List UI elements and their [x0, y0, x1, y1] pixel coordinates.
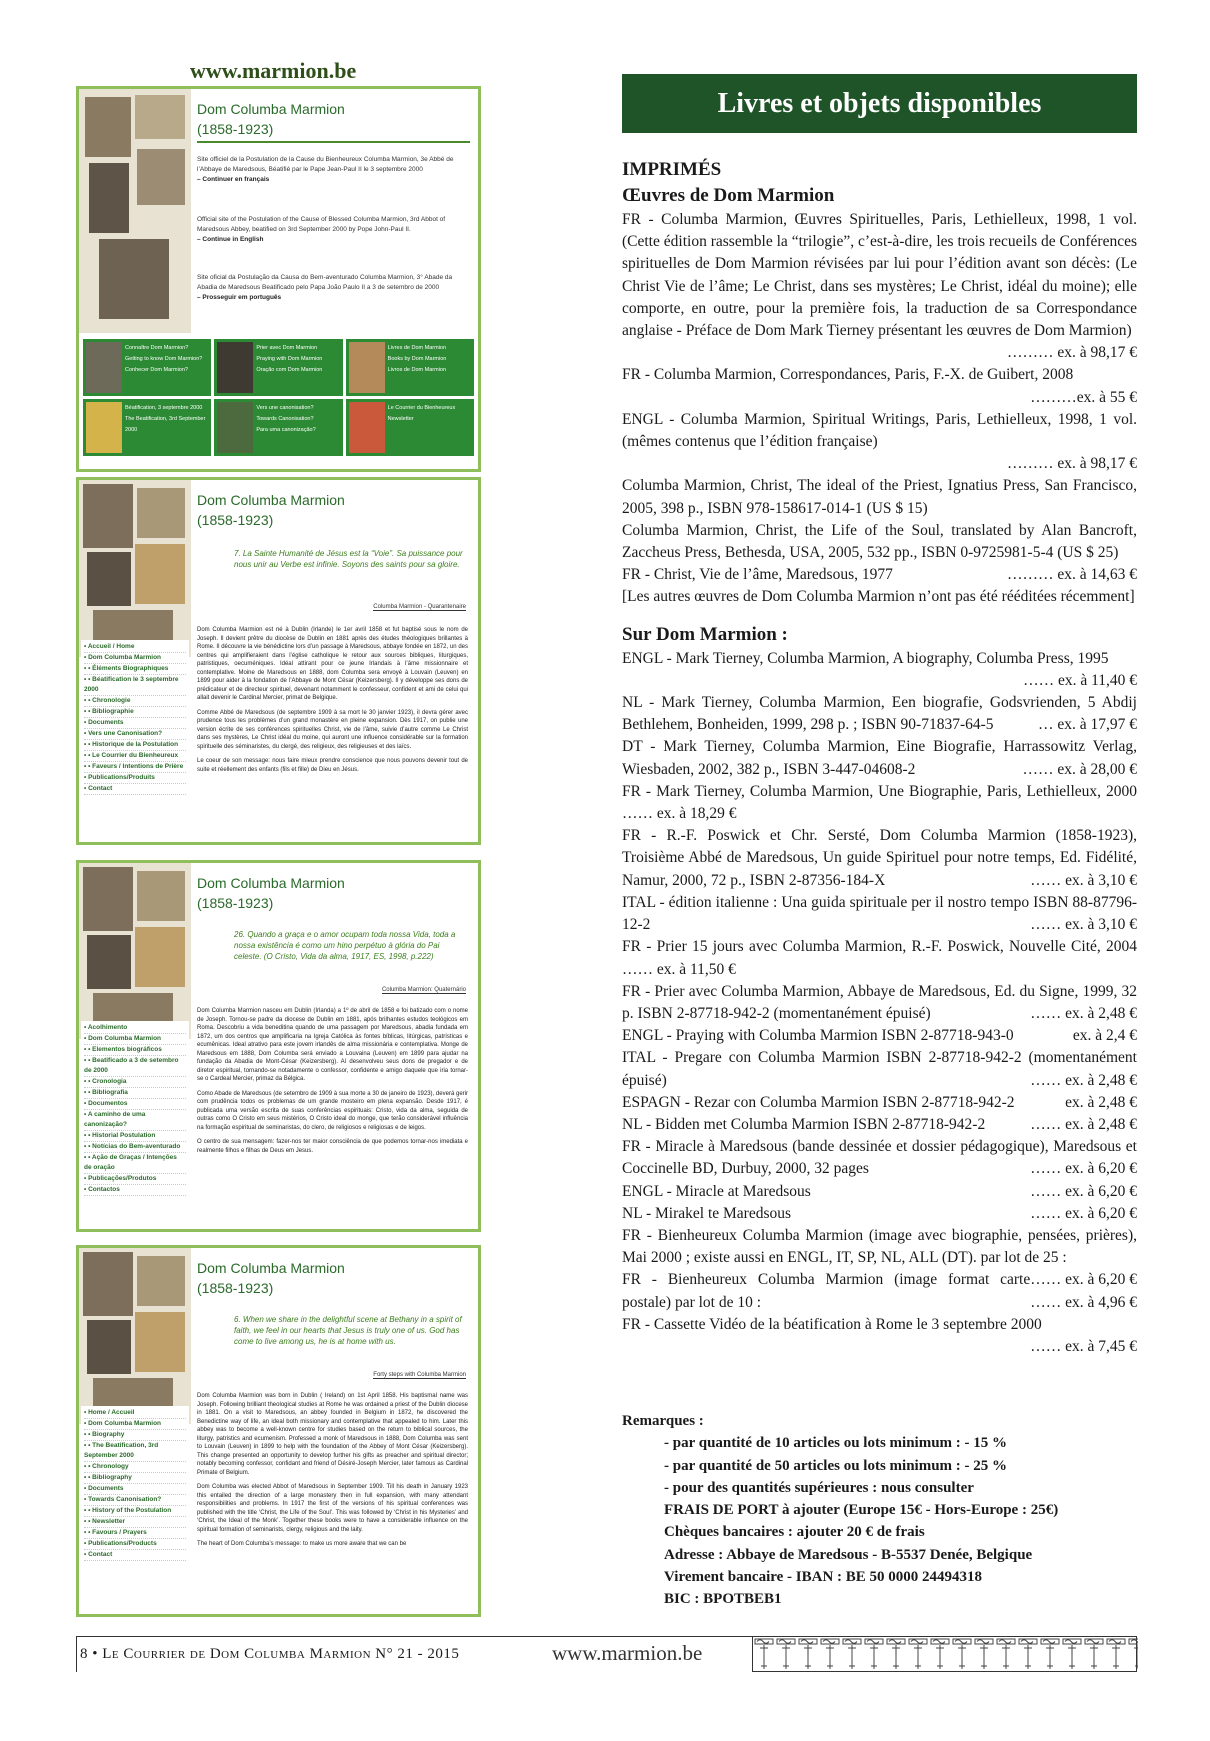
- intro-en: Official site of the Postulation of the Cause of Blessed Columba Marmion, 3rd Abbot of Maredsous Abbey, beatified on 3rd September 2000 by Pope John-Paul II. – Continue in English: [197, 216, 446, 243]
- catalog-item: ITAL - Pregare con Columba Marmion ISBN 2-87718-942-2 (momentanément épuisé) …… ex. à 2,48 €: [622, 1047, 1137, 1091]
- portrait-collage: [79, 1248, 191, 1424]
- menu-item[interactable]: • Contactos: [84, 1185, 186, 1196]
- menu-item[interactable]: • Dom Columba Marmion: [84, 653, 186, 664]
- item-price: …… ex. à 6,20 €: [1030, 1160, 1137, 1178]
- menu-item[interactable]: • • Le Courrier du Bienheureux: [84, 751, 186, 762]
- tile-books[interactable]: Livres de Dom Marmion Books by Dom Marmion Livros de Dom Marmion: [346, 339, 474, 396]
- catalog-item: Columba Marmion, Christ, The ideal of the Priest, Ignatius Press, San Francisco, 2005, 398 p., ISBN 978-158617-014-1 (US $ 15): [622, 477, 1137, 517]
- catalog-item: ex. à 2,48 € ESPAGN - Rezar con Columba Marmion ISBN 2-87718-942-2: [622, 1092, 1137, 1114]
- remark-line: Chèques bancaires : ajouter 20 € de frais: [664, 1524, 925, 1541]
- item-price: …… ex. à 7,45 €: [1030, 1337, 1137, 1355]
- page-title: Dom Columba Marmion (1858-1923): [197, 101, 345, 137]
- menu-item[interactable]: • Dom Columba Marmion: [84, 1419, 186, 1430]
- title-divider: [197, 141, 470, 143]
- tile-beatification[interactable]: Béatification, 3 septembre 2000 The Beatification, 3rd September 2000: [83, 399, 211, 456]
- remarks-title: Remarques :: [622, 1413, 704, 1429]
- quote: 6. When we share in the delightful scene at Bethany in a spirit of faith, we feel in our hearts that Jesus is truly one of us. God has come to live among us, he is at home with us.: [234, 1315, 462, 1346]
- item-price: …… ex. à 2,48 €: [1030, 1071, 1137, 1089]
- heading-imprimes: IMPRIMÉS: [622, 159, 722, 180]
- menu-item[interactable]: • Documentos: [84, 1099, 186, 1110]
- menu-item[interactable]: • Publications/Produits: [84, 773, 186, 784]
- quote: 26. Quando a graça e o amor ocupam toda nossa Vida, toda a nossa existência é como um hino perpétuo à glória do Pai celeste. (O Cristo, Vida da alma, 1917, ES, 1998, p.222): [234, 930, 456, 961]
- biography-text: Dom Columba Marmion est né à Dublin (Irlande) le 1er avril 1858 et fut baptisé sous le nom de Joseph. Il devient prêtre du diocèse de Dublin en 1881 après des études théologiques brillantes à Rome. Il découvre la vie bénédictine lors d’un passage à Maredsous, abbaye fondée en 1872, un des centres qui amplifieraient dans l’église catholique le retour aux sources bibliques, liturgiques, patristiques, oecuméniques. Idéal attirant pour ce jeune Irlandais à l’âme missionnaire et contemplative. Moine de Maredsous en 1888, dom Columba sera envoyé à Louvain (Leuven) en 1899 pour aider à la fondation de l’Abbaye de Mont César (Keizersberg). Il y développe ses dons de prédicateur et de directeur spirituel, devenant notamment le confesseur, confident et ami de celui qui allait devenir le Cardinal Mercier, primat de Belgique. Comme Abbé de Maredsous (de septembre 1909 à sa mort le 30 janvier 1923), il devra gérer avec prudence tous les problèmes d’un grand monastère en pleine expansion. Dès 1917, on publie une version écrite de ses conférences spirituelles Christ, vie de l’âme, suivie d’autre comme Le Christ dans ses mystères, Le Christ idéal du moine, qui auront une influence considérable sur la formation spirituelle des séminaristes, du clergé, des religieux, des religieuses et des laïcs. Le coeur de son message: nous faire mieux prendre conscience que nous pouvons devenir tout de suite et réellement des enfants (fils et fille) de Dieu en Jésus.: [197, 627, 468, 773]
- menu-item[interactable]: • Vers une Canonisation?: [84, 729, 186, 740]
- item-price: …… ex. à 3,10 €: [1030, 916, 1137, 934]
- item-price: …… ex. à 6,20 €: [1030, 1204, 1137, 1222]
- menu-item[interactable]: • • Beatificado a 3 de setembro de 2000: [84, 1056, 186, 1077]
- menu-item[interactable]: • Towards Canonisation?: [84, 1495, 186, 1506]
- newsletter-thumb: [349, 402, 385, 453]
- catalog-item: FR - Bienheureux Columba Marmion (image format carte postale) par lot de 10 : …… ex. à 4,96 €: [622, 1269, 1137, 1313]
- menu-item[interactable]: • • Bibliografia: [84, 1088, 186, 1099]
- catalog-item: FR - Columba Marmion, Correspondances, Paris, F.-X. de Guibert, 2008: [622, 366, 1074, 384]
- menu-item[interactable]: • Documents: [84, 718, 186, 729]
- tile-canonisation[interactable]: Vers une canonisation? Towards Canonisation? Para uma canonização?: [214, 399, 342, 456]
- menu-item[interactable]: • Accueil / Home: [84, 642, 186, 653]
- remarks-block: [622, 1410, 1137, 1611]
- catalog-item: ITAL - édition italienne : Una guida spirituale per il nostro tempo ISBN 88-87796-12-2 …… ex. à 3,10 €: [622, 892, 1137, 936]
- menu-item[interactable]: • Home / Accueil: [84, 1408, 186, 1419]
- portrait-thumb: [86, 342, 122, 393]
- tile-newsletter[interactable]: Le Courrier du Bienheureux Newsletter: [346, 399, 474, 456]
- menu-item[interactable]: • Documents: [84, 1484, 186, 1495]
- catalog: [622, 157, 1137, 1358]
- catalog-item: …… ex. à 6,20 € ENGL - Miracle at Maredsous: [622, 1181, 1137, 1203]
- heading-oeuvres: Œuvres de Dom Marmion: [622, 185, 835, 206]
- tomb-thumb: [217, 342, 253, 393]
- menu-item[interactable]: • • Chronology: [84, 1462, 186, 1473]
- beatification-thumb: [86, 402, 122, 453]
- website-screenshot-home: [76, 86, 481, 472]
- catalog-item: FR - Prier 15 jours avec Columba Marmion, R.-F. Poswick, Nouvelle Cité, 2004 …… ex. à 11,50 €: [622, 938, 1137, 978]
- menu-item[interactable]: • • Favours / Prayers: [84, 1528, 186, 1539]
- tile-pray[interactable]: Prier avec Dom Marmion Praying with Dom Marmion Oração com Dom Marmion: [214, 339, 342, 396]
- menu-item[interactable]: • • Historique de la Postulation: [84, 740, 186, 751]
- remark-line: Adresse : Abbaye de Maredsous - B-5537 Denée, Belgique: [664, 1546, 1033, 1563]
- remark-line: FRAIS DE PORT à ajouter (Europe 15€ - Hors-Europe : 25€): [664, 1502, 1059, 1519]
- intro-fr: Site officiel de la Postulation de la Cause du Bienheureux Columba Marmion, 3e Abbé de l’Abbaye de Maredsous, Béatifié par le Pape Jean-Paul II le 3 septembre 2000 – Continuer en français: [197, 156, 454, 183]
- decorative-border-pattern: [752, 1636, 1137, 1672]
- biography-text: Dom Columba Marmion nasceu em Dublin (Irlanda) a 1º de abril de 1858 e foi batizado com o nome de Joseph. Tornou-se padre da diocese de Dublin em 1881, após brilhantes estudos teológicos em Roma. Descobriu a vida beneditina quando de uma passagem por Maredsous, abadia fundada em 1872, um dos centros que amplificaria na Igreja Católica às fontes bíblicas, litúrgicas, patrísticas e ecumênicas. Ideal atrativo para este jovem irlandês de alma missionária e contemplativa. Monge de Maredsous em 1888, Dom Columba será enviado a Louvaina (Leuven) em 1899 para ajudar na fundação da Abadia de Mont-César (Keizersberg). Aí desenvolveu seus dons de pregador e de diretor espiritual, tornando-se notadamente o confessor, confidente e amigo daquele que iria tornar-se o Cardeal Mercier, primaz da Bélgica. Como Abade de Maredsous (de setembro de 1909 à sua morte a 30 de janeiro de 1923), deverá gerir com prudência todos os problemas de um grande mosteiro em plena expansão. Desde 1917, é publicada uma versão escrita de suas conferências espirituais: Cristo, vida da alma, seguida de outras como O Cristo em seus mistérios, O Cristo ideal do monge, que terão considerável influência na formação espiritual de seminaristas, do clero, de religiosos e religiosas e de leigos. O centro de sua mensagem: fazer-nos ter maior consciência de que podemos tornar-nos imediata e realmente filhos e filhas de Deus em Jesus.: [197, 1008, 468, 1154]
- footer-url[interactable]: www.marmion.be: [552, 1641, 703, 1665]
- cross-thumb: [217, 402, 253, 453]
- menu-item[interactable]: • Contact: [84, 1550, 186, 1561]
- item-price: ex. à 2,48 €: [1065, 1093, 1137, 1111]
- item-price: ex. à 2,4 €: [1072, 1027, 1137, 1045]
- biography-text: Dom Columba Marmion was born in Dublin ( Ireland) on 1st April 1858. His baptismal name was Joseph. Following brilliant theological studies at Rome he was ordained a priest of the Dublin diocese in 1881. On a visit to Maredsous, an abbey founded in Belgium in 1872, he discovered the Benedictine way of life, an ideal both missionary and contemplative that appealed to him. Later this abbey was to become a well-known centre for studies based on the return to biblical sources, the liturgy, patristics and ecumenism. Professed a monk of Maredsous in 1888, Dom Columba was sent to Louvain (Leuven) in 1899 to help with the foundation of the Abbey of Mont César (Keizersberg). This change presented an opportunity to develop further his gifts as preacher and spiritual director; notably becoming confessor, confidant and friend of Désiré-Joseph Mercier, later famous as Cardinal Primate of Belgium. Dom Columba was elected Abbot of Maredsous in September 1909. Till his death in January 1923 this entailed the direction of a large monastery then in full expansion, with many attendant responsibilities and problems. In 1917 the first of the versions of his spiritual conferences was published with the title ‘Christ, the Life of the Soul’. This was followed by ‘Christ in his Mysteries’ and ‘Christ, the Ideal of the Monk’. Together these books were to have a considerable influence on the spiritual formation of seminarists, clergy, religious and the laity. The heart of Dom Columba’s message: to make us more aware that we can be: [197, 1393, 468, 1547]
- website-screenshot-en: [76, 1245, 481, 1617]
- intro-pt: Site oficial da Postulação da Causa do Bem-aventurado Columba Marmion, 3° Abade da Abadia de Maredsous Beatificado pelo Papa João Paulo II a 3 de setembro de 2000 – Prosseguir em português: [197, 274, 453, 301]
- sidebar-menu: [81, 1406, 189, 1563]
- quote-source: Columba Marmion: Quaternário: [381, 987, 466, 993]
- remark-line: - pour des quantités supérieures : nous consulter: [664, 1479, 974, 1496]
- catalog-item: Columba Marmion, Christ, the Life of the Soul, translated by Alan Bancroft, Zaccheus Press, Bethesda, USA, 2005, 532 pp., ISBN 0-9725981-5-4 (US $ 25): [622, 521, 1137, 562]
- quote-source: Forty steps with Columba Marmion: [373, 1372, 466, 1378]
- quote-source: Columba Marmion - Quarantenaire: [373, 604, 466, 610]
- item-price: …… ex. à 11,40 €: [1023, 671, 1137, 689]
- item-price: …… ex. à 4,96 €: [1030, 1293, 1137, 1311]
- site-url-header[interactable]: www.marmion.be: [190, 58, 357, 83]
- menu-item[interactable]: • • Faveurs / Intentions de Prière: [84, 762, 186, 773]
- page-title: Dom Columba Marmion (1858-1923): [197, 875, 345, 911]
- menu-item[interactable]: • Dom Columba Marmion: [84, 1034, 186, 1045]
- catalog-item: FR - Prier avec Columba Marmion, Abbaye de Maredsous, Ed. du Signe, 1999, 32 p. ISBN 2-87718-942-2 (momentanément épuisé) …… ex. à 2,48 €: [622, 981, 1137, 1025]
- menu-item[interactable]: • A caminho de uma canonização?: [84, 1110, 186, 1131]
- menu-item[interactable]: • • Béatification le 3 septembre 2000: [84, 675, 186, 696]
- ornament-pattern: [753, 1636, 1138, 1671]
- page-title: Dom Columba Marmion (1858-1923): [197, 492, 345, 528]
- footer-border: [76, 1636, 77, 1672]
- item-price: …… ex. à 6,20 €: [1030, 1182, 1137, 1200]
- menu-item[interactable]: • Publications/Products: [84, 1539, 186, 1550]
- sidebar-menu: [81, 640, 189, 797]
- menu-item[interactable]: • • The Beatification, 3rd September 2000: [84, 1441, 186, 1462]
- catalog-item: DT - Mark Tierney, Columba Marmion, Eine Biografie, Harrassowitz Verlag, Wiesbaden, 2002, 382 p., ISBN 3-447-04608-2 …… ex. à 28,00 €: [622, 736, 1137, 780]
- catalog-item: ENGL - Mark Tierney, Columba Marmion, A biography, Columba Press, 1995: [622, 649, 1109, 667]
- item-price: …… ex. à 11,50 €: [622, 960, 736, 978]
- menu-item[interactable]: • Contact: [84, 784, 186, 795]
- website-screenshot-pt: [76, 860, 481, 1232]
- menu-item[interactable]: • • Notícias do Bem-aventurado: [84, 1142, 186, 1153]
- continue-en-link[interactable]: – Continue in English: [197, 236, 264, 243]
- menu-item[interactable]: • • Ação de Graças / Intenções de oração: [84, 1153, 186, 1174]
- menu-item[interactable]: • • Chronologie: [84, 696, 186, 707]
- remark-line: BIC : BPOTBEB1: [664, 1591, 782, 1608]
- footer-publication: 8 • Le Courrier de Dom Columba Marmion N° 21 - 2015: [80, 1646, 460, 1662]
- menu-item[interactable]: • • Elementos biográficos: [84, 1045, 186, 1056]
- page-title: Dom Columba Marmion (1858-1923): [197, 1260, 345, 1296]
- catalog-item: FR - R.-F. Poswick et Chr. Sersté, Dom Columba Marmion (1858-1923), Troisième Abbé de Maredsous, Un guide Spirituel pour notre temps, Ed. Fidélité, Namur, 2000, 72 p., ISBN 2-87356-184-X …… ex. à 3,10 €: [622, 825, 1137, 892]
- catalog-item: FR - Cassette Vidéo de la béatification à Rome le 3 septembre 2000: [622, 1315, 1042, 1333]
- catalog-note: [Les autres œuvres de Dom Columba Marmion n’ont pas été rééditées récemment]: [622, 588, 1135, 606]
- tile-know-marmion[interactable]: Connaître Dom Marmion? Getting to know Dom Marmion? Conhecer Dom Marmion?: [83, 339, 211, 396]
- menu-item[interactable]: • • Historial Postulation: [84, 1131, 186, 1142]
- book-thumb: [349, 342, 385, 393]
- menu-item[interactable]: • • Éléments Biographiques: [84, 664, 186, 675]
- item-price: …… ex. à 18,29 €: [622, 805, 737, 823]
- catalog-item: …… ex. à 2,48 € NL - Bidden met Columba Marmion ISBN 2-87718-942-2: [622, 1114, 1137, 1136]
- catalog-item: …… ex. à 6,20 € NL - Mirakel te Maredsous: [622, 1203, 1137, 1225]
- remark-line: Virement bancaire - IBAN : BE 50 0000 24494318: [664, 1569, 983, 1586]
- menu-item[interactable]: • Acolhimento: [84, 1023, 186, 1034]
- menu-item[interactable]: • • History of the Postulation: [84, 1506, 186, 1517]
- item-price: …… ex. à 3,10 €: [1030, 871, 1137, 889]
- catalog-item: ENGL - Columba Marmion, Spiritual Writings, Paris, Lethielleux, 1998, 1 vol. (mêmes contenus que l’édition française): [622, 410, 1137, 451]
- section-banner: Livres et objets disponibles: [622, 74, 1137, 133]
- nav-tile-grid: [83, 339, 474, 456]
- item-price: …… ex. à 6,20 €: [1030, 1271, 1137, 1289]
- menu-item[interactable]: • • Bibliography: [84, 1473, 186, 1484]
- portrait-collage: [79, 89, 191, 333]
- remark-line: - par quantité de 50 articles ou lots minimum : - 25 %: [664, 1457, 1008, 1474]
- menu-item[interactable]: • • Newsletter: [84, 1517, 186, 1528]
- menu-item[interactable]: • • Bibliographie: [84, 707, 186, 718]
- catalog-item: ……… ex. à 14,63 € FR - Christ, Vie de l’âme, Maredsous, 1977: [622, 564, 1137, 586]
- item-price: ……… ex. à 14,63 €: [1006, 566, 1137, 584]
- menu-item[interactable]: • • Biography: [84, 1430, 186, 1441]
- remark-line: - par quantité de 10 articles ou lots minimum : - 15 %: [664, 1435, 1008, 1452]
- catalog-item: ex. à 2,4 € ENGL - Praying with Columba Marmion ISBN 2-87718-943-0: [622, 1025, 1137, 1047]
- heading-sur-marmion: Sur Dom Marmion :: [622, 623, 788, 645]
- item-price: …… ex. à 2,48 €: [1030, 1004, 1137, 1022]
- sidebar-menu: [81, 1021, 189, 1198]
- continue-fr-link[interactable]: – Continuer en français: [197, 176, 270, 183]
- menu-item[interactable]: • • Cronologia: [84, 1077, 186, 1088]
- website-screenshot-fr: [76, 477, 481, 845]
- catalog-item: FR - Mark Tierney, Columba Marmion, Une Biographie, Paris, Lethielleux, 2000 …… ex. à 18,29 €: [622, 782, 1137, 823]
- menu-item[interactable]: • Publicações/Produtos: [84, 1174, 186, 1185]
- item-price: …… ex. à 28,00 €: [1022, 760, 1137, 778]
- item-price: ……… ex. à 98,17 €: [1006, 455, 1137, 473]
- item-price: … ex. à 17,97 €: [1037, 716, 1137, 734]
- portrait-collage: [79, 863, 191, 1039]
- catalog-item: FR - Columba Marmion, Œuvres Spirituelles, Paris, Lethielleux, 1998, 1 vol. (Cette édition rassemble la “trilogie”, c’est-à-dire, les trois recueils de Conférences spirituelles de Dom Marmion révisées par lui pour l’édition avant son décès: (Le Christ Vie de l’âme; Le Christ, dans ses mystères; Le Christ, idéal du moine); elle comporte, en outre, pour la première fois, la traduction de sa Correspondance anglaise - Préface de Dom Mark Tierney présentant les œuvres de Dom Marmion): [622, 211, 1137, 340]
- item-price: ……… ex. à 98,17 €: [1006, 344, 1137, 362]
- item-price: ………ex. à 55 €: [1030, 388, 1137, 406]
- portrait-collage: [79, 480, 191, 657]
- quote: 7. La Sainte Humanité de Jésus est la “Voie”. Sa puissance pour nous unir au Verbe est infinie. Soyons des saints pour sa gloire.: [234, 549, 463, 569]
- catalog-item: FR - Miracle à Maredsous (bande dessinée et dossier pédagogique), Maredsous et Coccinelle BD, Durbuy, 2000, 32 pages …… ex. à 6,20 €: [622, 1136, 1137, 1180]
- continue-pt-link[interactable]: – Prosseguir em português: [197, 294, 282, 301]
- item-price: …… ex. à 2,48 €: [1030, 1115, 1137, 1133]
- catalog-item: NL - Mark Tierney, Columba Marmion, Een biografie, Godsvrienden, 5 Abdij Bethlehem, Bonheiden, 1999, 298 p. ; ISBN 90-71837-64-5 … ex. à 17,97 €: [622, 692, 1137, 736]
- catalog-item: FR - Bienheureux Columba Marmion (image avec biographie, pensées, prières), Mai 2000 ; existe aussi en ENGL, IT, SP, NL, ALL (DT). par lot de 25 : …… ex. à 6,20 €: [622, 1225, 1137, 1269]
